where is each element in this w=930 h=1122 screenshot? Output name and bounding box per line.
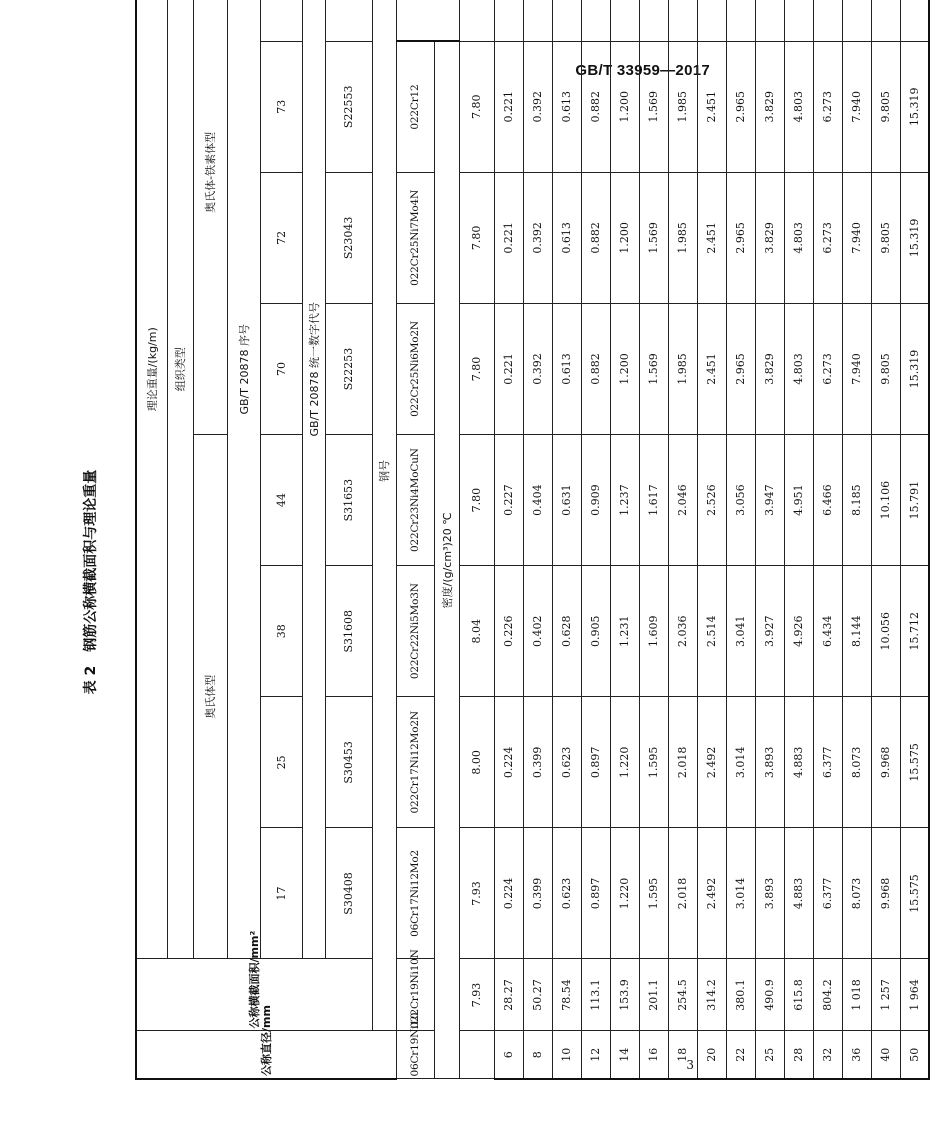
weight-cell: 3.829: [755, 303, 784, 434]
table-row: [610, 0, 639, 1079]
header-austenitic: 奥氏体型: [193, 435, 227, 959]
weight-cell: [755, 0, 784, 41]
weight-cell: 4.951: [784, 435, 813, 566]
weight-cell: 1.985: [668, 41, 697, 172]
steel-grade-cell: 06Cr17Ni12Mo2: [396, 828, 434, 959]
density-blank-cell: [459, 1031, 494, 1079]
weight-cell: 0.224: [494, 828, 523, 959]
area-cell: 78.54: [552, 959, 581, 1031]
weight-cell: 1.617: [639, 435, 668, 566]
diameter-cell: 40: [871, 1031, 900, 1079]
seq-number-cell: 38: [260, 566, 302, 697]
weight-cell: 2.451: [697, 41, 726, 172]
steel-grade-cell: 022Cr12: [396, 41, 434, 172]
weight-cell: 0.226: [494, 566, 523, 697]
weight-cell: [610, 0, 639, 41]
steel-grade-cell: 06Cr19Ni10: [396, 1031, 434, 1079]
weight-cell: [697, 0, 726, 41]
weight-cell: 0.392: [523, 303, 552, 434]
weight-cell: 4.926: [784, 566, 813, 697]
density-cell: 7.93: [459, 959, 494, 1031]
weight-cell: 9.968: [871, 828, 900, 959]
weight-cell: 4.883: [784, 697, 813, 828]
diameter-cell: 16: [639, 1031, 668, 1079]
seq-number-cell: 17: [260, 828, 302, 959]
area-cell: 1 964: [900, 959, 929, 1031]
weight-cell: 0.399: [523, 828, 552, 959]
weight-cell: 3.829: [755, 172, 784, 303]
standard-code: GB/T 33959—2017: [575, 62, 710, 79]
seq-number-cell: 70: [260, 303, 302, 434]
area-cell: 201.1: [639, 959, 668, 1031]
diameter-cell: 50: [900, 1031, 929, 1079]
header-theoretical-weight: 理论重量/(kg/m): [136, 0, 167, 959]
diameter-cell: 36: [842, 1031, 871, 1079]
area-cell: 615.8: [784, 959, 813, 1031]
weight-cell: 0.221: [494, 41, 523, 172]
weight-cell: 7.940: [842, 303, 871, 434]
weight-cell: 0.613: [552, 172, 581, 303]
seq-number-cell: 72: [260, 172, 302, 303]
density-cell: 8.04: [459, 566, 494, 697]
weight-cell: 2.965: [726, 41, 755, 172]
header-density: 密度/(g/cm³)20 ℃: [434, 41, 459, 1079]
weight-cell: 2.451: [697, 303, 726, 434]
weight-cell: 1.569: [639, 303, 668, 434]
weight-cell: [842, 0, 871, 41]
weight-cell: 3.056: [726, 435, 755, 566]
digital-code-cell: S30453: [325, 697, 372, 828]
rebar-weight-table: [135, 0, 930, 1080]
weight-cell: 0.882: [581, 41, 610, 172]
digital-code-cell: S31608: [325, 566, 372, 697]
weight-cell: 1.985: [668, 303, 697, 434]
digital-code-cell: S31653: [325, 435, 372, 566]
seq-number-cell: 25: [260, 697, 302, 828]
header-gb20878-code: GB/T 20878 统一数字代号: [302, 0, 325, 959]
header-gb20878-seq: GB/T 20878 序号: [227, 0, 260, 959]
weight-cell: 3.014: [726, 697, 755, 828]
weight-cell: 1.200: [610, 303, 639, 434]
density-cell: 7.80: [459, 435, 494, 566]
weight-cell: 4.803: [784, 303, 813, 434]
area-cell: 50.27: [523, 959, 552, 1031]
weight-cell: [494, 0, 523, 41]
weight-cell: 1.569: [639, 41, 668, 172]
density-cell: 7.80: [459, 41, 494, 172]
weight-cell: 1.595: [639, 697, 668, 828]
seq-number-cell: 73: [260, 41, 302, 172]
weight-cell: 0.882: [581, 303, 610, 434]
digital-code-cell: S22553: [325, 41, 372, 172]
weight-cell: 1.609: [639, 566, 668, 697]
weight-cell: 6.377: [813, 697, 842, 828]
weight-cell: 1.985: [668, 172, 697, 303]
diameter-cell: 12: [581, 1031, 610, 1079]
weight-cell: 10.106: [871, 435, 900, 566]
steel-grade-cell: 022Cr23Ni4MoCuN: [396, 435, 434, 566]
seq-number-cell: 44: [260, 435, 302, 566]
weight-cell: 15.791: [900, 435, 929, 566]
diameter-cell: 32: [813, 1031, 842, 1079]
header-duplex: 奥氏体-铁素体型: [193, 0, 227, 435]
weight-cell: 0.909: [581, 435, 610, 566]
steel-grade-cell: 022Cr25Ni6Mo2N: [396, 303, 434, 434]
weight-cell: 4.803: [784, 41, 813, 172]
weight-cell: [639, 0, 668, 41]
weight-cell: 15.712: [900, 566, 929, 697]
weight-cell: [813, 0, 842, 41]
steel-grade-cell: 022Cr19Ni10N: [396, 959, 434, 1031]
area-cell: 490.9: [755, 959, 784, 1031]
weight-cell: 15.319: [900, 172, 929, 303]
weight-cell: 0.905: [581, 566, 610, 697]
digital-code-cell: [325, 0, 372, 41]
digital-code-cell: S30408: [325, 828, 372, 959]
weight-cell: [871, 0, 900, 41]
weight-cell: 3.829: [755, 41, 784, 172]
header-diameter: 公称直径/mm: [136, 1031, 396, 1079]
weight-cell: 1.231: [610, 566, 639, 697]
seq-number-cell: [260, 0, 302, 41]
header-steel-grade: 钢号: [372, 0, 396, 1031]
weight-cell: 1.237: [610, 435, 639, 566]
table-row: [552, 0, 581, 1079]
density-cell: 7.80: [459, 303, 494, 434]
weight-cell: 15.575: [900, 697, 929, 828]
weight-cell: 0.221: [494, 303, 523, 434]
weight-cell: 8.185: [842, 435, 871, 566]
weight-cell: 1.200: [610, 172, 639, 303]
weight-cell: [552, 0, 581, 41]
table-row: [668, 0, 697, 1079]
weight-cell: 6.273: [813, 172, 842, 303]
weight-cell: 0.392: [523, 41, 552, 172]
weight-cell: 8.073: [842, 828, 871, 959]
weight-cell: [784, 0, 813, 41]
weight-cell: 6.273: [813, 303, 842, 434]
diameter-cell: 8: [523, 1031, 552, 1079]
table-row: [697, 0, 726, 1079]
weight-cell: 6.377: [813, 828, 842, 959]
weight-cell: 0.628: [552, 566, 581, 697]
weight-cell: [523, 0, 552, 41]
weight-cell: 3.893: [755, 828, 784, 959]
weight-cell: 0.631: [552, 435, 581, 566]
weight-cell: 9.805: [871, 303, 900, 434]
area-cell: 314.2: [697, 959, 726, 1031]
weight-cell: 15.575: [900, 828, 929, 959]
table-row: [900, 0, 929, 1079]
digital-code-cell: S23043: [325, 172, 372, 303]
weight-cell: 7.940: [842, 172, 871, 303]
area-cell: 1 257: [871, 959, 900, 1031]
weight-cell: 3.927: [755, 566, 784, 697]
diameter-cell: 10: [552, 1031, 581, 1079]
density-cell: 7.93: [459, 828, 494, 959]
area-cell: 254.5: [668, 959, 697, 1031]
weight-cell: 1.220: [610, 828, 639, 959]
table-row: [813, 0, 842, 1079]
weight-cell: 15.319: [900, 41, 929, 172]
density-cell: 8.00: [459, 697, 494, 828]
weight-cell: 2.514: [697, 566, 726, 697]
weight-cell: 0.613: [552, 41, 581, 172]
steel-grade-cell: 022Cr17Ni12Mo2N: [396, 697, 434, 828]
weight-cell: 3.947: [755, 435, 784, 566]
area-cell: 1 018: [842, 959, 871, 1031]
weight-cell: 0.623: [552, 697, 581, 828]
weight-cell: 10.056: [871, 566, 900, 697]
table-row: [494, 0, 523, 1079]
table-row: [523, 0, 552, 1079]
weight-cell: 0.897: [581, 697, 610, 828]
weight-cell: 2.492: [697, 697, 726, 828]
area-cell: 113.1: [581, 959, 610, 1031]
weight-cell: 3.893: [755, 697, 784, 828]
weight-cell: 8.144: [842, 566, 871, 697]
weight-cell: 0.882: [581, 172, 610, 303]
weight-cell: 3.014: [726, 828, 755, 959]
weight-cell: [668, 0, 697, 41]
diameter-cell: 6: [494, 1031, 523, 1079]
weight-cell: 0.392: [523, 172, 552, 303]
weight-cell: 0.613: [552, 303, 581, 434]
weight-cell: 4.883: [784, 828, 813, 959]
weight-cell: 0.623: [552, 828, 581, 959]
table-row: [755, 0, 784, 1079]
weight-cell: 1.595: [639, 828, 668, 959]
weight-cell: 15.319: [900, 303, 929, 434]
weight-cell: 0.897: [581, 828, 610, 959]
weight-cell: 1.200: [610, 41, 639, 172]
table-row: [871, 0, 900, 1079]
weight-cell: 9.968: [871, 697, 900, 828]
weight-cell: 1.220: [610, 697, 639, 828]
density-cell: [459, 0, 494, 41]
density-cell: 7.80: [459, 172, 494, 303]
area-cell: 380.1: [726, 959, 755, 1031]
weight-cell: 9.805: [871, 41, 900, 172]
weight-cell: 0.402: [523, 566, 552, 697]
weight-cell: 0.224: [494, 697, 523, 828]
table-row: [784, 0, 813, 1079]
table-row: [726, 0, 755, 1079]
weight-cell: 2.526: [697, 435, 726, 566]
weight-cell: [900, 0, 929, 41]
weight-cell: 0.221: [494, 172, 523, 303]
table-number: 表 2: [83, 665, 99, 695]
area-cell: 153.9: [610, 959, 639, 1031]
weight-cell: 7.940: [842, 41, 871, 172]
header-structure-type: 组织类型: [167, 0, 193, 959]
digital-code-cell: S22253: [325, 303, 372, 434]
weight-cell: 6.466: [813, 435, 842, 566]
header-area: 公称横截面积/mm²: [136, 959, 372, 1031]
weight-cell: 0.404: [523, 435, 552, 566]
weight-cell: 2.018: [668, 828, 697, 959]
weight-cell: 6.434: [813, 566, 842, 697]
weight-cell: 2.018: [668, 697, 697, 828]
weight-cell: 2.965: [726, 172, 755, 303]
table-row: [581, 0, 610, 1079]
steel-grade-cell: 022Cr22Ni5Mo3N: [396, 566, 434, 697]
weight-cell: 2.036: [668, 566, 697, 697]
weight-cell: 1.569: [639, 172, 668, 303]
weight-cell: 8.073: [842, 697, 871, 828]
diameter-cell: 22: [726, 1031, 755, 1079]
weight-cell: 3.041: [726, 566, 755, 697]
diameter-cell: 28: [784, 1031, 813, 1079]
weight-cell: 4.803: [784, 172, 813, 303]
weight-cell: 0.227: [494, 435, 523, 566]
table-row: [842, 0, 871, 1079]
weight-cell: 0.399: [523, 697, 552, 828]
weight-cell: 2.965: [726, 303, 755, 434]
weight-cell: [726, 0, 755, 41]
steel-grade-cell: 022Cr25Ni7Mo4N: [396, 172, 434, 303]
page-number: 3: [686, 1058, 694, 1072]
weight-cell: 9.805: [871, 172, 900, 303]
table-row: [639, 0, 668, 1079]
area-cell: 804.2: [813, 959, 842, 1031]
table-title: 钢筋公称横截面积与理论重量: [83, 469, 99, 652]
weight-cell: 2.451: [697, 172, 726, 303]
diameter-cell: 20: [697, 1031, 726, 1079]
diameter-cell: 18: [668, 1031, 697, 1079]
diameter-cell: 14: [610, 1031, 639, 1079]
diameter-cell: 25: [755, 1031, 784, 1079]
weight-cell: 2.492: [697, 828, 726, 959]
weight-cell: [581, 0, 610, 41]
weight-cell: 2.046: [668, 435, 697, 566]
weight-cell: 6.273: [813, 41, 842, 172]
area-cell: 28.27: [494, 959, 523, 1031]
